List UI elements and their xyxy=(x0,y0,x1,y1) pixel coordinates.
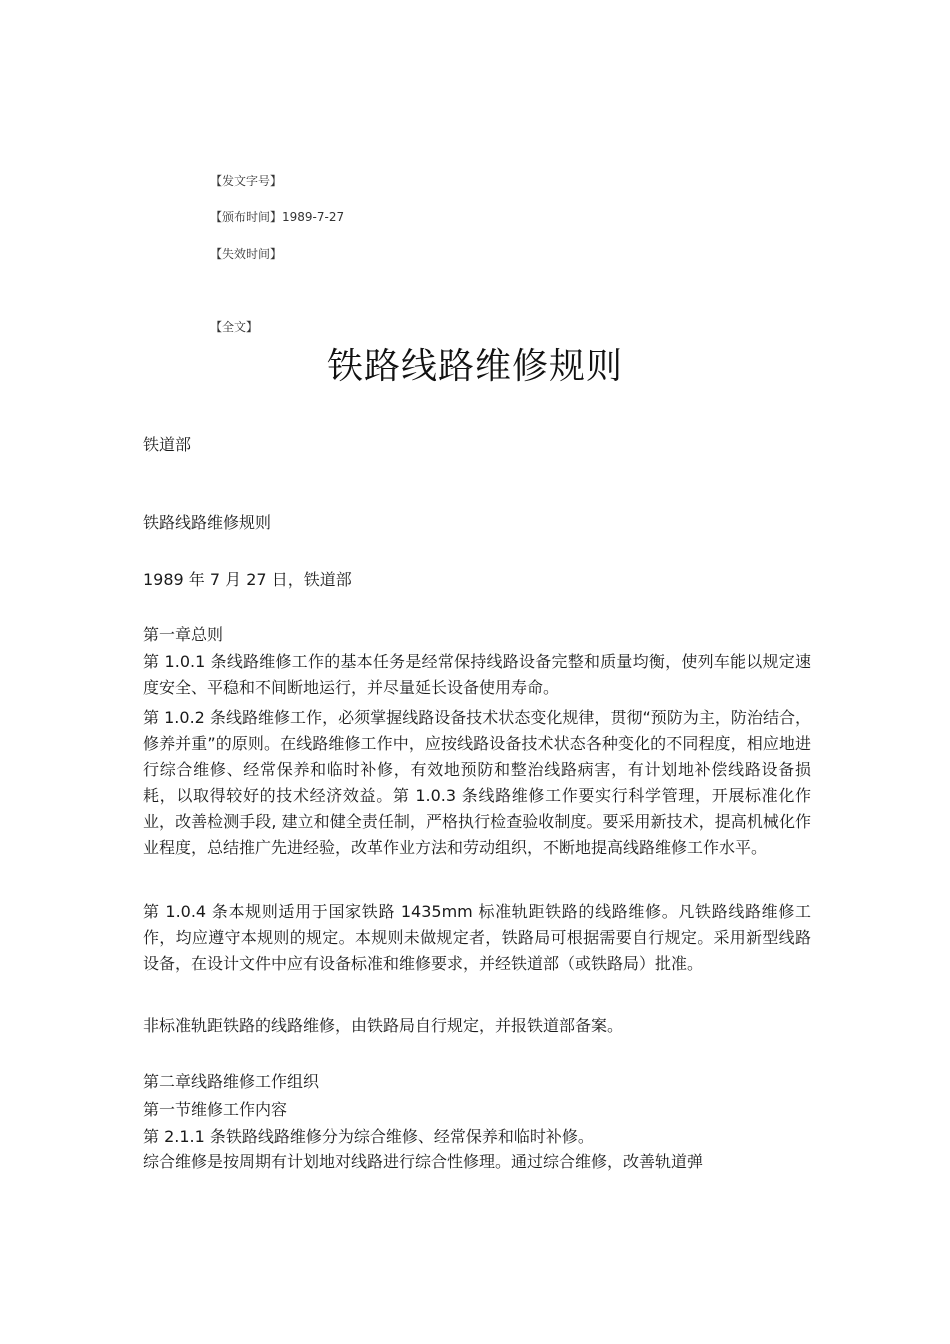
section1-heading: 第一节维修工作内容 xyxy=(143,1100,288,1119)
doc-number-field: 【发文字号】 xyxy=(210,174,283,188)
article-1-0-4: 第 1.0.4 条本规则适用于国家铁路 1435mm 标准轨距铁路的线路维修。凡铁路线路维修工作，均应遵守本规则的规定。本规则未做规定者，铁路局可根据需要自行规定。采用新型线路设备，在设计文件中应有设备标准和维修要求，并经铁道部（或铁路局）批准。 xyxy=(143,902,811,973)
publish-date-field: 【颁布时间】1989-7-27 xyxy=(210,210,345,224)
issuer: 铁道部 xyxy=(143,435,192,454)
nonstandard-gauge-note: 非标准轨距铁路的线路维修，由铁路局自行规定，并报铁道部备案。 xyxy=(143,1016,624,1035)
comprehensive-maintenance-text: 综合维修是按周期有计划地对线路进行综合性修理。通过综合维修，改善轨道弹 xyxy=(143,1152,704,1171)
article-1-0-1: 第 1.0.1 条线路维修工作的基本任务是经常保持线路设备完整和质量均衡，使列车能以规定速度安全、平稳和不间断地运行，并尽量延长设备使用寿命。 xyxy=(143,652,811,697)
article-1-0-2: 第 1.0.2 条线路维修工作，必须掌握线路设备技术状态变化规律，贯彻“预防为主，防治结合，修养并重”的原则。在线路维修工作中，应按线路设备技术状态各种变化的不同程度，相应地进行综合维修、经常保养和临时补修，有效地预防和整治线路病害，有计划地补偿线路设备损耗，以取得较好的技术经济效益。第 1.0.3 条线路维修工作要实行科学管理，开展标准化作业，改善检测手段, 建立和健全责任制，严格执行检查验收制度。要采用新技术，提高机械化作业程度，总结推广先进经验，改革作业方法和劳动组织，不断地提高线路维修工作水平。 xyxy=(143,708,811,857)
expire-date-field: 【失效时间】 xyxy=(210,247,283,261)
subtitle: 铁路线路维修规则 xyxy=(143,513,272,532)
document-title: 铁路线路维修规则 xyxy=(326,346,623,387)
full-text-label: 【全文】 xyxy=(210,320,259,334)
chapter2-heading: 第二章线路维修工作组织 xyxy=(143,1072,320,1091)
chapter1-heading: 第一章总则 xyxy=(143,625,224,644)
date-line: 1989 年 7 月 27 日，铁道部 xyxy=(143,570,352,589)
article-2-1-1: 第 2.1.1 条铁路线路维修分为综合维修、经常保养和临时补修。 xyxy=(143,1127,594,1146)
